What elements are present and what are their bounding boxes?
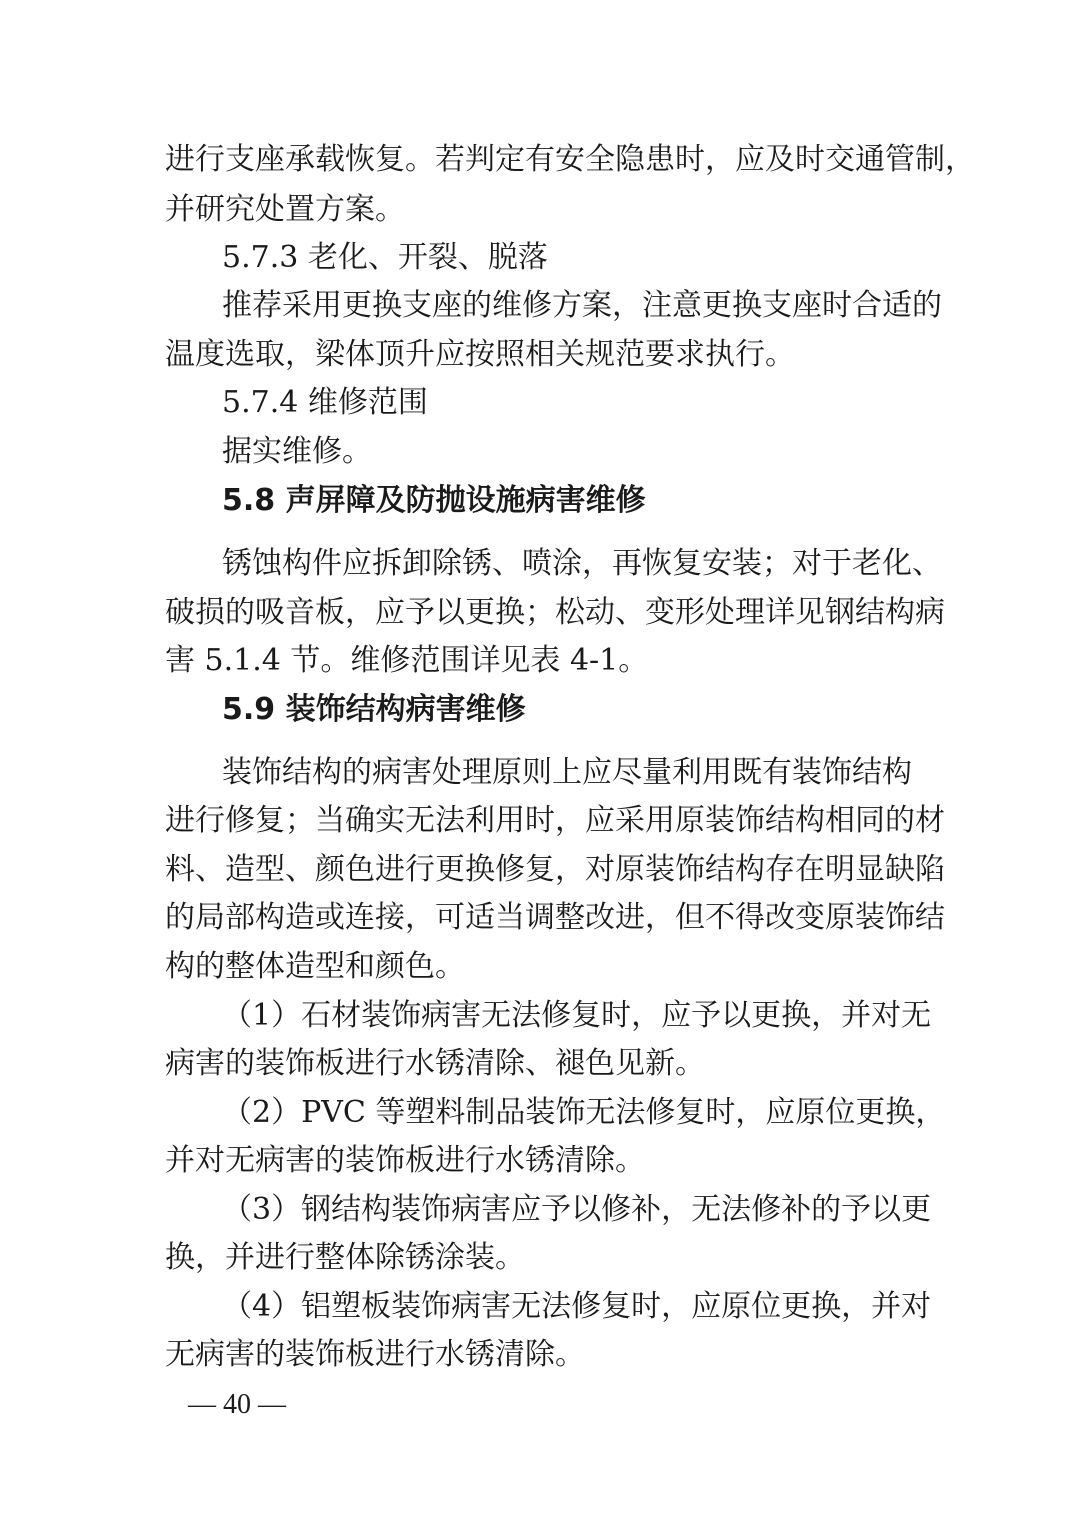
section-heading-5-8: 5.8 声屏障及防抛设施病害维修 <box>222 483 646 518</box>
paragraph-line: 温度选取，梁体顶升应按照相关规范要求执行。 <box>165 337 795 372</box>
page-number: — 40 — <box>188 1389 286 1420</box>
paragraph-line: 并研究处置方案。 <box>165 192 405 227</box>
paragraph-line: 锈蚀构件应拆卸除锈、喷涂，再恢复安装；对于老化、 <box>222 546 942 581</box>
paragraph-line: 破损的吸音板，应予以更换；松动、变形处理详见钢结构病 <box>165 595 945 630</box>
list-item-3: （3）钢结构装饰病害应予以修补，无法修补的予以更 <box>222 1192 932 1227</box>
paragraph-line: 进行支座承载恢复。若判定有安全隐患时，应及时交通管制， <box>165 142 975 177</box>
section-heading-5-7-3: 5.7.3 老化、开裂、脱落 <box>222 240 548 275</box>
paragraph-line: 构的整体造型和颜色。 <box>165 949 465 984</box>
list-item-1-cont: 病害的装饰板进行水锈清除、褪色见新。 <box>165 1046 705 1081</box>
list-item-4-cont: 无病害的装饰板进行水锈清除。 <box>165 1337 585 1372</box>
section-heading-5-9: 5.9 装饰结构病害维修 <box>222 692 526 727</box>
paragraph-line: 装饰结构的病害处理原则上应尽量利用既有装饰结构 <box>222 755 912 790</box>
paragraph-line: 的局部构造或连接，可适当调整改进，但不得改变原装饰结 <box>165 900 945 935</box>
paragraph-line: 料、造型、颜色进行更换修复，对原装饰结构存在明显缺陷 <box>165 852 945 887</box>
list-item-2: （2）PVC 等塑料制品装饰无法修复时，应原位更换， <box>222 1095 946 1130</box>
section-heading-5-7-4: 5.7.4 维修范围 <box>222 385 428 420</box>
list-item-4: （4）铝塑板装饰病害无法修复时，应原位更换，并对 <box>222 1289 932 1324</box>
paragraph-line: 推荐采用更换支座的维修方案，注意更换支座时合适的 <box>222 288 942 323</box>
paragraph-line: 害 5.1.4 节。维修范围详见表 4-1。 <box>165 643 649 678</box>
list-item-3-cont: 换，并进行整体除锈涂装。 <box>165 1240 525 1275</box>
list-item-1: （1）石材装饰病害无法修复时，应予以更换，并对无 <box>222 998 932 1033</box>
list-item-2-cont: 并对无病害的装饰板进行水锈清除。 <box>165 1143 645 1178</box>
paragraph-line: 据实维修。 <box>222 434 372 469</box>
paragraph-line: 进行修复；当确实无法利用时，应采用原装饰结构相同的材 <box>165 803 945 838</box>
